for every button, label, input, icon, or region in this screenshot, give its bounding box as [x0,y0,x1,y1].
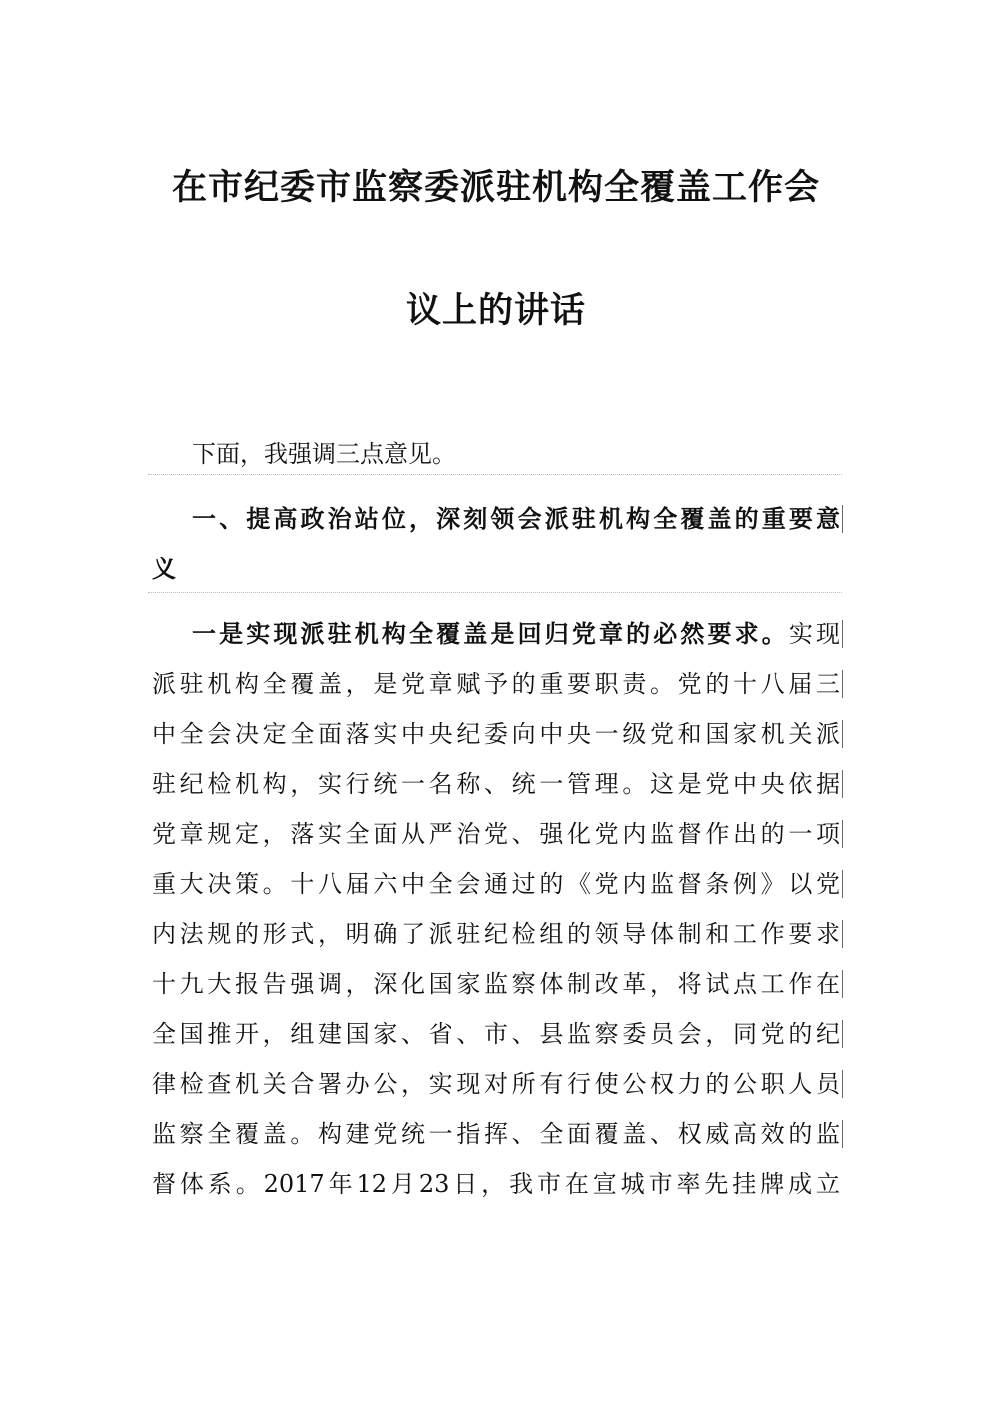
paragraph-line: 内法规的形式，明确了派驻纪检组的领导体制和工作要求 [152,920,840,948]
margin-bar [842,620,843,648]
margin-bar [842,970,843,998]
margin-bar [842,505,843,533]
margin-bar [842,1020,843,1048]
margin-bar [842,1070,843,1098]
section-divider [148,474,842,475]
paragraph-line: 监察全覆盖。构建党统一指挥、全面覆盖、权威高效的监 [152,1120,840,1148]
margin-bar [842,870,843,898]
paragraph-lead-bold: 一是实现派驻机构全覆盖是回归党章的必然要求。 [192,619,789,648]
margin-bar [842,820,843,848]
paragraph-line: 重大决策。十八届六中全会通过的《党内监督条例》以党 [152,870,840,898]
intro-text: 下面，我强调三点意见。 [192,440,456,468]
margin-bar [842,1120,843,1148]
heading-line-2: 义 [152,554,176,583]
paragraph-line: 律检查机关合署办公，实现对所有行使公权力的公职人员 [152,1070,840,1098]
paragraph-line: 派驻机构全覆盖，是党章赋予的重要职责。党的十八届三 [152,670,840,698]
paragraph-line: 党章规定，落实全面从严治党、强化党内监督作出的一项 [152,820,840,848]
paragraph-line: 全国推开，组建国家、省、市、县监察委员会，同党的纪 [152,1020,840,1048]
section-divider [148,592,842,593]
paragraph-lead-rest: 实现 [788,620,841,648]
document-title-line-1: 在市纪委市监察委派驻机构全覆盖工作会 [171,167,820,208]
document-title-line-2: 议上的讲话 [405,290,586,331]
heading-line-1: 一、提高政治站位，深刻领会派驻机构全覆盖的重要意 [192,504,840,533]
paragraph-lead-line [192,618,840,650]
margin-bar [842,920,843,948]
margin-bar [842,720,843,748]
paragraph-line: 驻纪检机构，实行统一名称、统一管理。这是党中央依据 [152,770,840,798]
paragraph-line: 十九大报告强调，深化国家监察体制改革，将试点工作在 [152,970,840,998]
margin-bar [842,770,843,798]
margin-bar [842,670,843,698]
paragraph-line: 中全会决定全面落实中央纪委向中央一级党和国家机关派 [152,720,840,748]
paragraph-line: 督体系。2017年12月23日，我市在宣城市率先挂牌成立 [152,1170,840,1198]
